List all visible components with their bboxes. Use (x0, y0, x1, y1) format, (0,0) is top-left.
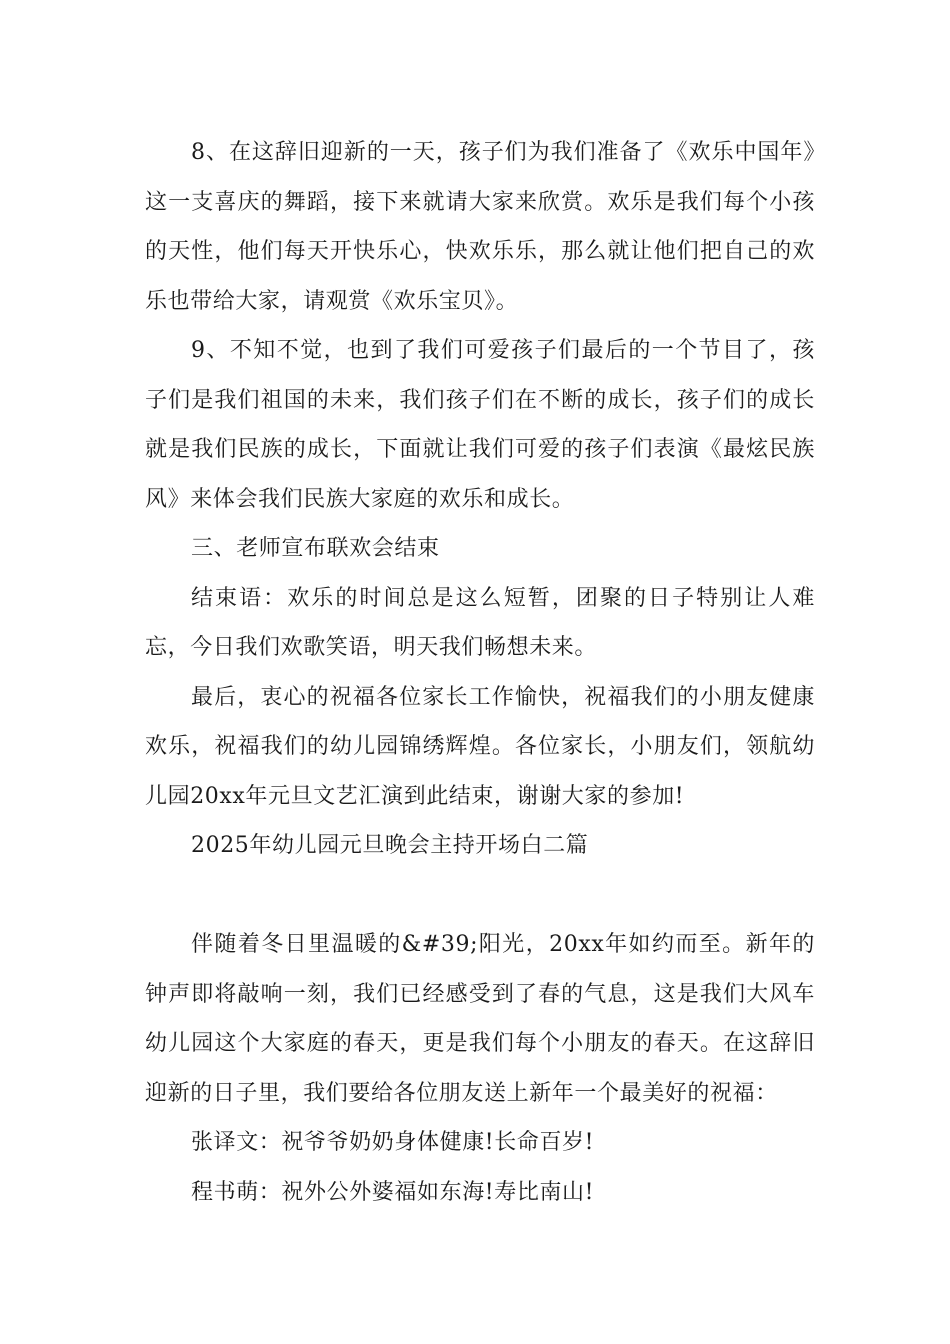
paragraph-opening: 伴随着冬日里温暖的&#39;阳光，20xx年如约而至。新年的钟声即将敲响一刻，我们已经感受到了春的气息，这是我们大风车幼儿园这个大家庭的春天，更是我们每个小朋友的春天。在这辞旧迎新的日子里，我们要给各位朋友送上新年一个最美好的祝福： (145, 932, 815, 1106)
paragraph-program-9: 9、不知不觉，也到了我们可爱孩子们最后的一个节目了，孩子们是我们祖国的未来，我们孩子们在不断的成长，孩子们的成长就是我们民族的成长，下面就让我们可爱的孩子们表演《最炫民族风》来体会我们民族大家庭的欢乐和成长。 (145, 338, 815, 512)
section-heading-3: 三、老师宣布联欢会结束 (191, 536, 440, 561)
article-title: 2025年幼儿园元旦晚会主持开场白二篇 (191, 833, 589, 858)
blank-line (145, 871, 815, 921)
document-body (145, 128, 815, 1217)
paragraph-final-blessing: 最后，衷心的祝福各位家长工作愉快，祝福我们的小朋友健康欢乐，祝福我们的幼儿园锦绣辉煌。各位家长，小朋友们，领航幼儿园20xx年元旦文艺汇演到此结束，谢谢大家的参加! (145, 684, 815, 809)
paragraph-closing-remarks: 结束语：欢乐的时间总是这么短暂，团聚的日子特别让人难忘，今日我们欢歌笑语，明天我们畅想未来。 (145, 585, 815, 660)
paragraph-program-8: 8、在这辞旧迎新的一天，孩子们为我们准备了《欢乐中国年》这一支喜庆的舞蹈，接下来就请大家来欣赏。欢乐是我们每个小孩的天性，他们每天开快乐心，快欢乐乐，那么就让他们把自己的欢乐也带给大家，请观赏《欢乐宝贝》。 (145, 140, 815, 314)
paragraph-speaker-1: 张译文：祝爷爷奶奶身体健康!长命百岁! (191, 1130, 595, 1155)
paragraph-speaker-2: 程书萌：祝外公外婆福如东海!寿比南山! (191, 1179, 595, 1205)
